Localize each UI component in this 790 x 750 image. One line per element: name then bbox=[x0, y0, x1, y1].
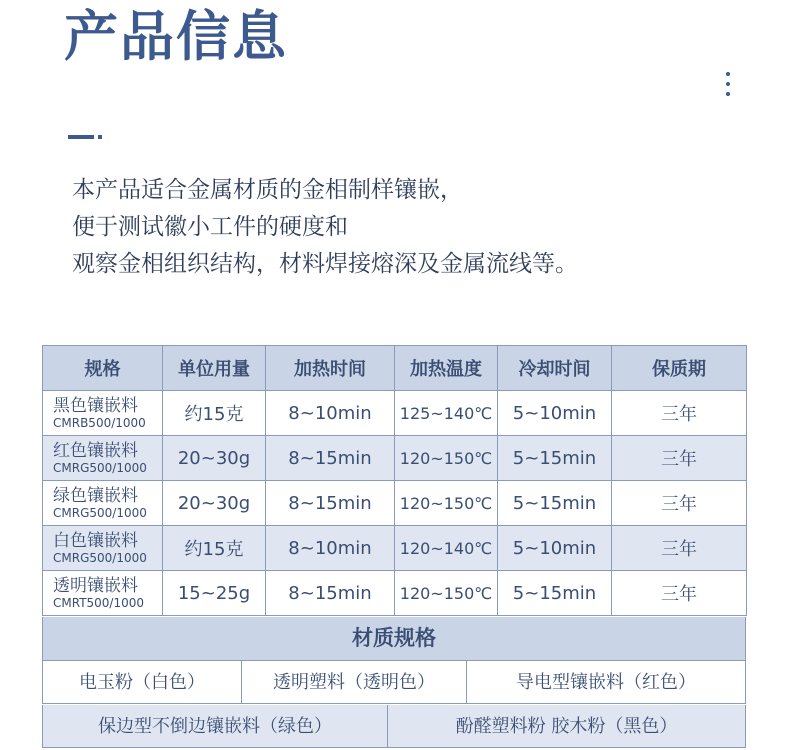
cool-time-cell: 5~10min bbox=[498, 391, 612, 436]
table-row bbox=[43, 481, 747, 526]
header-heat-temp: 加热温度 bbox=[395, 346, 498, 391]
product-cell bbox=[43, 526, 163, 571]
header-cool-time: 冷却时间 bbox=[498, 346, 612, 391]
heat-temp-cell: 120~150℃ bbox=[395, 436, 498, 481]
accent-bar bbox=[68, 135, 94, 139]
product-code: CMRG500/1000 bbox=[53, 461, 147, 475]
cool-time-cell: 5~15min bbox=[498, 436, 612, 481]
heat-temp-cell: 120~140℃ bbox=[395, 526, 498, 571]
product-code: CMRT500/1000 bbox=[53, 596, 145, 610]
product-cell bbox=[43, 481, 163, 526]
heat-time-cell: 8~15min bbox=[266, 571, 395, 616]
intro-line: 便于测试徽小工件的硬度和 bbox=[72, 214, 348, 240]
product-name: 透明镶嵌料 bbox=[53, 576, 138, 596]
heat-temp-cell: 120~150℃ bbox=[395, 481, 498, 526]
product-cell bbox=[43, 391, 163, 436]
heat-time-cell: 8~10min bbox=[266, 526, 395, 571]
product-cell bbox=[43, 571, 163, 616]
intro-paragraph bbox=[72, 172, 578, 283]
table-row bbox=[43, 436, 747, 481]
material-cell: 透明塑料（透明色） bbox=[242, 661, 467, 704]
material-cell: 保边型不倒边镶嵌料（绿色） bbox=[42, 705, 388, 748]
intro-line: 本产品适合金属材质的金相制样镶嵌， bbox=[72, 177, 463, 203]
table-row bbox=[43, 526, 747, 571]
header-dosage: 单位用量 bbox=[163, 346, 266, 391]
page-title: 产品信息 bbox=[64, 5, 288, 68]
heat-temp-cell: 125~140℃ bbox=[395, 391, 498, 436]
materials-title: 材质规格 bbox=[42, 617, 746, 661]
product-cell bbox=[43, 436, 163, 481]
product-name: 白色镶嵌料 bbox=[53, 531, 138, 551]
shelf-life-cell: 三年 bbox=[612, 526, 747, 571]
header-heat-time: 加热时间 bbox=[266, 346, 395, 391]
material-cell: 导电型镶嵌料（红色） bbox=[467, 661, 746, 704]
materials-row bbox=[42, 661, 746, 704]
header-shelf-life: 保质期 bbox=[612, 346, 747, 391]
header-spec: 规格 bbox=[43, 346, 163, 391]
table-row bbox=[43, 391, 747, 436]
material-cell: 电玉粉（白色） bbox=[42, 661, 242, 704]
menu-dot bbox=[726, 92, 730, 96]
menu-dot bbox=[726, 82, 730, 86]
shelf-life-cell: 三年 bbox=[612, 571, 747, 616]
shelf-life-cell: 三年 bbox=[612, 436, 747, 481]
cool-time-cell: 5~15min bbox=[498, 571, 612, 616]
heat-time-cell: 8~10min bbox=[266, 391, 395, 436]
cool-time-cell: 5~15min bbox=[498, 481, 612, 526]
product-code: CMRG500/1000 bbox=[53, 506, 147, 520]
dosage-cell: 15~25g bbox=[163, 571, 266, 616]
spec-table bbox=[42, 345, 747, 616]
shelf-life-cell: 三年 bbox=[612, 481, 747, 526]
materials-row bbox=[42, 705, 746, 748]
more-vertical-icon[interactable] bbox=[722, 70, 734, 100]
cool-time-cell: 5~10min bbox=[498, 526, 612, 571]
intro-line: 观察金相组织结构，材料焊接熔深及金属流线等。 bbox=[72, 251, 578, 277]
product-code: CMRG500/1000 bbox=[53, 551, 147, 565]
dosage-cell: 约15克 bbox=[163, 391, 266, 436]
menu-dot bbox=[726, 72, 730, 76]
product-name: 红色镶嵌料 bbox=[53, 441, 138, 461]
heat-temp-cell: 120~150℃ bbox=[395, 571, 498, 616]
dosage-cell: 约15克 bbox=[163, 526, 266, 571]
dosage-cell: 20~30g bbox=[163, 436, 266, 481]
dosage-cell: 20~30g bbox=[163, 481, 266, 526]
product-name: 绿色镶嵌料 bbox=[53, 486, 138, 506]
table-header-row bbox=[43, 346, 747, 391]
accent-dot bbox=[98, 135, 102, 139]
shelf-life-cell: 三年 bbox=[612, 391, 747, 436]
heat-time-cell: 8~15min bbox=[266, 481, 395, 526]
table-row bbox=[43, 571, 747, 616]
heat-time-cell: 8~15min bbox=[266, 436, 395, 481]
material-cell: 酚醛塑料粉 胶木粉（黑色） bbox=[388, 705, 746, 748]
product-name: 黑色镶嵌料 bbox=[53, 396, 138, 416]
product-code: CMRB500/1000 bbox=[53, 416, 146, 430]
